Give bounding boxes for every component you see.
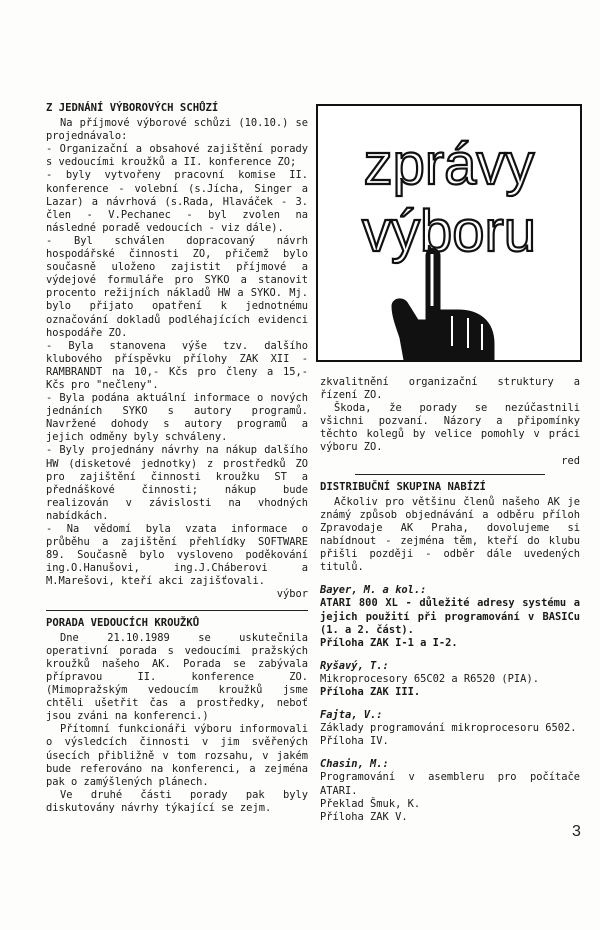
paragraph: Ačkoliv pro většinu členů našeho AK je známý způsob objednávání a odběru příloh Zpravodaje AK Praha, dovolujeme si nabídnout - zejména těm, kteří do klubu přišli později - odběr dále uvedených titulů. (320, 495, 580, 574)
paragraph: Ve druhé části porady pak byly diskutovány návrhy týkající se zejm. (46, 788, 308, 814)
paragraph: Na příjmové výborové schůzi (10.10.) se projednávalo: (46, 117, 308, 143)
reference-author: Bayer, M. a kol.: (320, 584, 427, 597)
list-item: - byly vytvořeny pracovní komise II. konference - volební (s.Jícha, Singer a Lazar) a návrhová (s.Rada, Hlaváček - 3. člen - V.Pechanec - byl zvolen na následné poradě vedoucích - viz dále). (46, 169, 308, 234)
page-number: 3 (572, 823, 581, 840)
reference-body: Mikroprocesory 65C02 a R6520 (PIA). (320, 672, 539, 685)
list-item: - Byla stanovena výše tzv. dalšího klubového příspěvku přílohy ZAK XII - RAMBRANDT na 10,- Kčs pro členy a 15,- Kčs pro "nečleny". (46, 339, 308, 391)
reference-entry (320, 584, 580, 649)
section-heading-distribution: DISTRIBUČNÍ SKUPINA NABÍZÍ (320, 480, 486, 493)
logo-text-line1: zprávy (363, 132, 535, 197)
reference-supplement: Příloha ZAK I-1 a I-2. (320, 636, 458, 649)
list-item: - Organizační a obsahové zajištění porady s vedoucími kroužků a II. konference ZO; (46, 143, 308, 169)
signature: red (561, 454, 580, 467)
list-item: - Byla podána aktuální informace o nových jednáních SYKO s autory programů. Navržené dohody s autory programů a jejich odměny byly schváleny. (46, 392, 308, 444)
pointing-hand-icon (392, 249, 494, 361)
paragraph: Přítomní funkcionáři výboru informovali o výsledcích činnosti v jim svěřených úsecích přibližně v tom rozsahu, v jakém bude referováno na konferenci, a zejména pak o zamýšlených plánech. (46, 723, 308, 788)
divider (46, 610, 308, 611)
reference-author: Ryšavý, T.: (320, 659, 389, 672)
signature: výbor (276, 588, 308, 601)
zpravy-vyboru-logo (316, 104, 582, 362)
list-item: - Byl schválen dopracovaný návrh hospodářské činnosti ZO, přičemž bylo současně uloženo zajistit příjmové a výdejové formuláře pro SYKO a stanovit procento režijních nákladů HW a SYKO. Mj. bylo přijato opatření k jednotnému označování dokladů podléhajících evidenci hospodáře ZO. (46, 234, 308, 339)
paragraph: zkvalitnění organizační struktury a řízení ZO. (320, 376, 580, 402)
section-heading-leaders: PORADA VEDOUCÍCH KROUŽKŮ (46, 616, 200, 629)
reference-author: Chasin, M.: (320, 758, 389, 771)
reference-supplement: Příloha ZAK III. (320, 685, 421, 698)
paragraph: Škoda, že porady se nezúčastnili všichni pozvaní. Názory a připomínky těchto kolegů by velice pomohly v práci výboru ZO. (320, 402, 580, 454)
reference-body: Programování v asembleru pro počítače ATARI. (320, 771, 580, 797)
reference-body: ATARI 800 XL - důležité adresy systému a jejich použití při programování v BASICu (1. a 2. část). (320, 597, 580, 636)
list-item: - Na vědomí byla vzata informace o průběhu a zajištění přehlídky SOFTWARE 89. Současně bylo vysloveno poděkování ing.O.Hanušovi, ing.J.Cháberovi a M.Marešovi, kteří akci zajišťovali. (46, 523, 308, 588)
reference-author: Fajta, V.: (320, 709, 383, 722)
reference-entry (320, 660, 580, 699)
reference-supplement: Příloha IV. (320, 735, 389, 748)
right-column (320, 376, 580, 824)
paragraph: Dne 21.10.1989 se uskutečnila operativní porada s vedoucími pražských kroužků našeho AK. Porada se zabývala přípravou II. konference ZO. (Mimopražským vedoucím kroužků jsme chtěli ušetřit čas a prostředky, neboť jsou zváni na konferenci.) (46, 631, 308, 723)
reference-supplement: Příloha ZAK V. (320, 810, 408, 823)
reference-translation: Překlad Šmuk, K. (320, 797, 421, 810)
reference-entry (320, 758, 580, 823)
list-item: - Byly projednány návrhy na nákup dalšího HW (disketové jednotky) z prostředků ZO pro zajištění činnosti kroužku ST a přednáškové činnosti; nákup bude realizován v závislosti na vhodných nabídkách. (46, 444, 308, 522)
reference-entry (320, 709, 580, 748)
reference-body: Základy programování mikroprocesoru 6502. (320, 722, 577, 735)
divider (355, 474, 545, 475)
logo-text-line2: výboru (361, 199, 537, 264)
section-heading-meetings: Z JEDNÁNÍ VÝBOROVÝCH SCHŮZÍ (46, 102, 219, 114)
left-column (46, 102, 308, 815)
